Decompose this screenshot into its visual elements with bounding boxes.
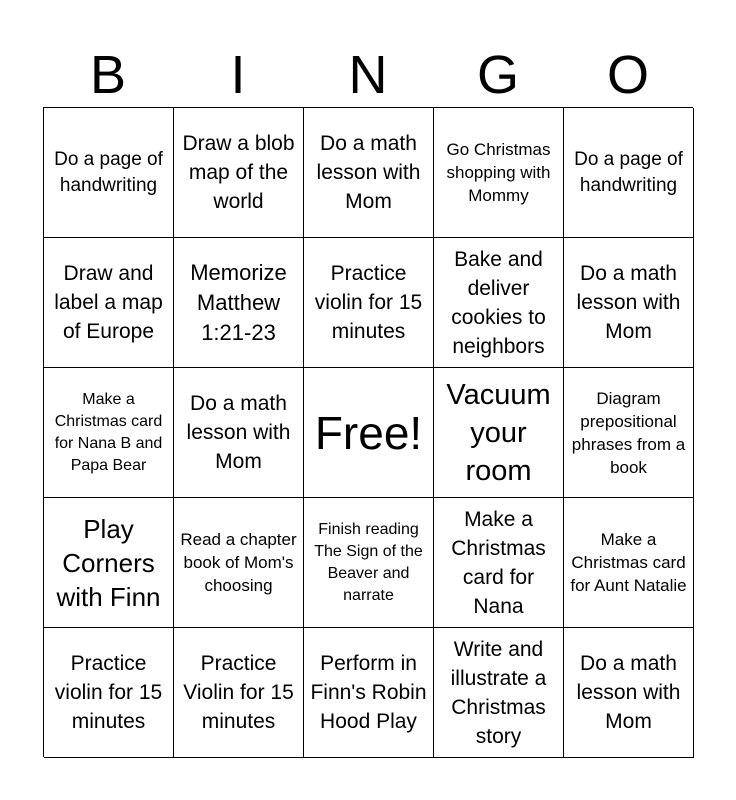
bingo-cell[interactable] [434, 238, 564, 368]
bingo-cell[interactable] [174, 628, 304, 758]
bingo-board [43, 107, 693, 757]
cell-text: Make a Christmas card for Nana [451, 507, 546, 618]
cell-text: Do a math lesson with Mom [186, 392, 291, 473]
bingo-cell[interactable] [44, 108, 174, 238]
cell-text: Do a math lesson with Mom [576, 652, 681, 733]
cell-text: Practice violin for 15 minutes [54, 652, 163, 733]
cell-text: Free! [314, 406, 423, 459]
cell-text: Bake and deliver cookies to neighbors [451, 247, 546, 358]
bingo-cell[interactable] [564, 368, 694, 498]
bingo-cell[interactable] [44, 238, 174, 368]
cell-text: Draw a blob map of the world [182, 132, 295, 213]
cell-text: Do a page of handwriting [54, 148, 163, 196]
header-letter-g: G [476, 45, 519, 105]
cell-text: Make a Christmas card for Aunt Natalie [570, 530, 687, 595]
bingo-cell[interactable] [434, 628, 564, 758]
cell-text: Write and illustrate a Christmas story [450, 637, 547, 748]
bingo-cell[interactable] [44, 628, 174, 758]
header-letter-b: B [89, 45, 127, 105]
cell-text: Memorize Matthew 1:21-23 [190, 259, 287, 345]
cell-text: Do a math lesson with Mom [316, 132, 421, 213]
bingo-cell[interactable] [434, 498, 564, 628]
free-space[interactable] [304, 368, 434, 498]
bingo-cell[interactable] [304, 498, 434, 628]
cell-text: Do a page of handwriting [574, 148, 683, 196]
header-letter-n: N [348, 45, 388, 105]
bingo-cell[interactable] [174, 368, 304, 498]
cell-text: Practice Violin for 15 minutes [183, 652, 294, 733]
cell-text: Do a math lesson with Mom [576, 262, 681, 343]
bingo-cell[interactable] [304, 238, 434, 368]
cell-text: Vacuum your room [446, 378, 551, 487]
cell-text: Make a Christmas card for Nana B and Papa Bear [54, 390, 163, 474]
bingo-cell[interactable] [564, 108, 694, 238]
bingo-header [43, 46, 693, 104]
cell-text: Play Corners with Finn [56, 513, 161, 612]
cell-text: Perform in Finn's Robin Hood Play [310, 652, 427, 733]
cell-text: Go Christmas shopping with Mommy [446, 140, 551, 205]
header-letter-o: O [606, 45, 649, 105]
cell-text: Diagram prepositional phrases from a book [571, 388, 686, 477]
bingo-cell[interactable] [44, 368, 174, 498]
cell-text: Draw and label a map of Europe [54, 262, 163, 343]
bingo-cell[interactable] [174, 498, 304, 628]
bingo-cell[interactable] [44, 498, 174, 628]
bingo-cell[interactable] [174, 238, 304, 368]
bingo-cell[interactable] [434, 368, 564, 498]
cell-text: Practice violin for 15 minutes [314, 262, 423, 343]
bingo-cell[interactable] [564, 628, 694, 758]
header-letter-i: I [230, 45, 246, 105]
bingo-cell[interactable] [304, 108, 434, 238]
bingo-cell[interactable] [564, 498, 694, 628]
bingo-cell[interactable] [434, 108, 564, 238]
bingo-cell[interactable] [304, 628, 434, 758]
cell-text: Read a chapter book of Mom's choosing [180, 530, 297, 595]
cell-text: Finish reading The Sign of the Beaver and narrate [314, 520, 423, 604]
bingo-cell[interactable] [174, 108, 304, 238]
bingo-cell[interactable] [564, 238, 694, 368]
